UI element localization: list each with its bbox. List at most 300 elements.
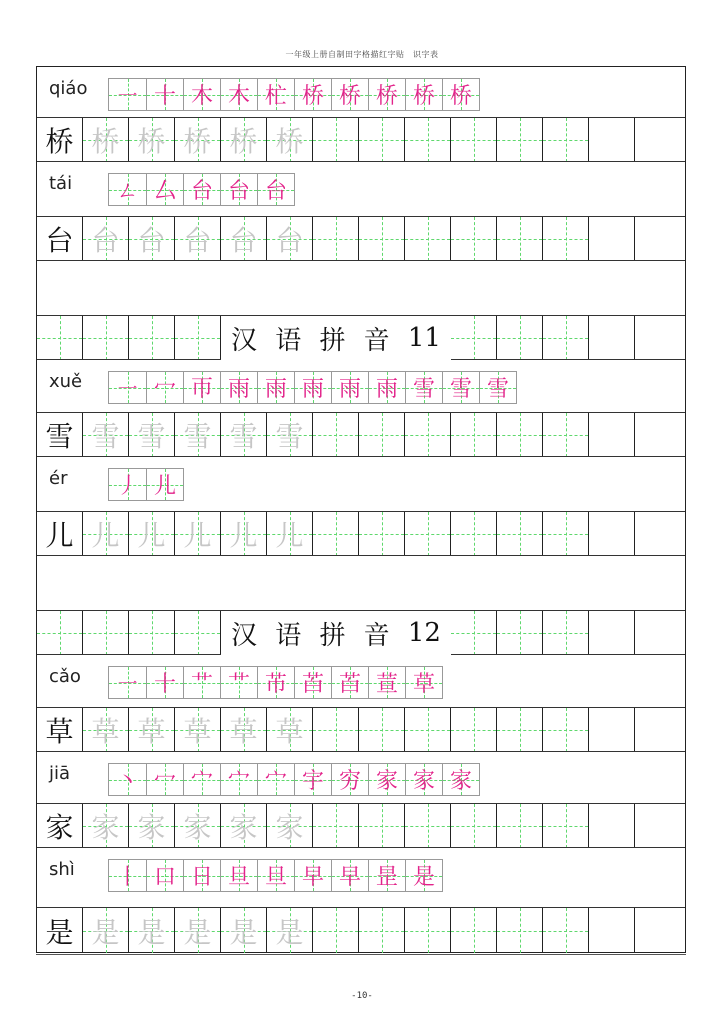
grid-cell bbox=[221, 708, 267, 752]
stroke-step: 艹 bbox=[227, 672, 250, 697]
grid-cell bbox=[543, 908, 589, 953]
grid-cell bbox=[589, 804, 635, 848]
grid-cell bbox=[175, 708, 221, 752]
grid-cell bbox=[359, 804, 405, 848]
row-pinyin bbox=[37, 751, 685, 803]
title-word: 拼 bbox=[319, 325, 346, 356]
grid-cell bbox=[635, 611, 685, 655]
grid-cell bbox=[129, 413, 175, 457]
stroke-cell bbox=[183, 372, 220, 403]
stroke-step: ㄥ bbox=[116, 179, 139, 204]
trace-character: 儿 bbox=[183, 519, 212, 552]
stroke-step: 十 bbox=[153, 672, 176, 697]
stroke-step: 木 bbox=[227, 84, 250, 109]
grid-cell bbox=[267, 804, 313, 848]
grid-cell bbox=[497, 512, 543, 556]
stroke-step: 苩 bbox=[301, 672, 324, 697]
grid-cell bbox=[83, 118, 129, 162]
stroke-step: 日 bbox=[190, 865, 213, 890]
grid-cell bbox=[37, 611, 83, 655]
row-grid bbox=[37, 412, 685, 456]
trace-character: 儿 bbox=[229, 519, 258, 552]
grid-cell bbox=[359, 908, 405, 953]
title-word: 12 bbox=[407, 618, 441, 648]
practice-grid bbox=[37, 708, 685, 752]
title-word: 音 bbox=[363, 620, 390, 651]
grid-cell bbox=[221, 118, 267, 162]
trace-character: 是 bbox=[137, 915, 166, 949]
grid-cell bbox=[405, 118, 451, 162]
grid-cell bbox=[451, 908, 497, 953]
trace-character: 家 bbox=[137, 811, 166, 844]
stroke-cell bbox=[220, 79, 257, 110]
grid-cell bbox=[543, 413, 589, 457]
trace-character: 家 bbox=[275, 811, 304, 844]
grid-cell bbox=[175, 316, 221, 360]
stroke-step: 是 bbox=[412, 865, 435, 890]
stroke-step: 宀 bbox=[190, 769, 213, 794]
practice-grid bbox=[37, 512, 685, 556]
row-pinyin bbox=[37, 847, 685, 907]
stroke-cell bbox=[146, 764, 183, 795]
trace-character: 草 bbox=[275, 715, 304, 748]
pinyin-label: cǎo bbox=[49, 666, 81, 687]
stroke-step: 早 bbox=[338, 865, 361, 890]
trace-character: 桥 bbox=[229, 125, 258, 158]
grid-cell bbox=[129, 908, 175, 953]
stroke-step: ㇐ bbox=[116, 84, 139, 109]
stroke-step: 穷 bbox=[338, 769, 361, 794]
stroke-step: 雨 bbox=[227, 377, 250, 402]
page-number: -10- bbox=[351, 991, 373, 1001]
stroke-cell bbox=[257, 174, 294, 205]
stroke-cell bbox=[405, 79, 442, 110]
stroke-cell bbox=[294, 764, 331, 795]
grid-cell bbox=[451, 512, 497, 556]
model-character: 是 bbox=[45, 915, 74, 949]
model-character: 儿 bbox=[45, 519, 74, 552]
title-word: 汉 bbox=[231, 620, 258, 651]
stroke-step: 艹 bbox=[190, 672, 213, 697]
stroke-step: 桥 bbox=[301, 84, 324, 109]
trace-character: 是 bbox=[229, 915, 258, 949]
stroke-cell bbox=[368, 667, 405, 698]
grid-cell bbox=[497, 217, 543, 261]
stroke-cell bbox=[220, 764, 257, 795]
stroke-cell bbox=[109, 860, 146, 891]
stroke-step: 草 bbox=[412, 672, 435, 697]
stroke-cell bbox=[331, 667, 368, 698]
practice-grid bbox=[37, 804, 685, 848]
grid-cell bbox=[635, 708, 685, 752]
grid-cell bbox=[129, 118, 175, 162]
trace-character: 雪 bbox=[229, 420, 258, 453]
pinyin-label: jiā bbox=[49, 763, 71, 784]
grid-cell bbox=[267, 908, 313, 953]
stroke-cell bbox=[220, 667, 257, 698]
stroke-step: 雨 bbox=[264, 377, 287, 402]
grid-cell bbox=[589, 708, 635, 752]
stroke-cell bbox=[442, 372, 479, 403]
stroke-cell bbox=[405, 764, 442, 795]
grid-cell bbox=[635, 316, 685, 360]
grid-cell bbox=[37, 316, 83, 360]
stroke-cell bbox=[146, 79, 183, 110]
grid-cell bbox=[313, 118, 359, 162]
stroke-step: 苩 bbox=[338, 672, 361, 697]
trace-character: 是 bbox=[91, 915, 120, 949]
grid-cell bbox=[543, 611, 589, 655]
grid-cell bbox=[83, 611, 129, 655]
stroke-step: ㇐ bbox=[116, 672, 139, 697]
trace-character: 儿 bbox=[91, 519, 120, 552]
grid-cell bbox=[451, 611, 497, 655]
stroke-step: 台 bbox=[190, 179, 213, 204]
grid-cell bbox=[37, 908, 83, 953]
stroke-order-box bbox=[108, 78, 480, 111]
stroke-step: 桥 bbox=[449, 84, 472, 109]
trace-character: 草 bbox=[183, 715, 212, 748]
grid-cell bbox=[497, 611, 543, 655]
grid-cell bbox=[129, 611, 175, 655]
row-title bbox=[37, 315, 685, 359]
stroke-cell bbox=[294, 667, 331, 698]
trace-character: 儿 bbox=[137, 519, 166, 552]
model-character: 家 bbox=[45, 811, 74, 844]
stroke-cell bbox=[183, 860, 220, 891]
grid-cell bbox=[313, 413, 359, 457]
pinyin-label: shì bbox=[49, 859, 75, 880]
blank-row bbox=[37, 260, 685, 315]
stroke-step: 十 bbox=[153, 84, 176, 109]
stroke-step: 家 bbox=[449, 769, 472, 794]
stroke-step: 木 bbox=[190, 84, 213, 109]
grid-cell bbox=[175, 118, 221, 162]
stroke-cell bbox=[109, 174, 146, 205]
trace-character: 家 bbox=[91, 811, 120, 844]
stroke-step: 宇 bbox=[301, 769, 324, 794]
lesson-title bbox=[221, 316, 451, 360]
grid-cell bbox=[37, 512, 83, 556]
model-character: 台 bbox=[45, 224, 74, 257]
grid-cell bbox=[451, 413, 497, 457]
grid-cell bbox=[635, 804, 685, 848]
grid-cell bbox=[589, 217, 635, 261]
stroke-cell bbox=[257, 79, 294, 110]
trace-character: 台 bbox=[137, 224, 166, 257]
stroke-order-box bbox=[108, 371, 517, 404]
stroke-cell bbox=[331, 79, 368, 110]
grid-cell bbox=[129, 217, 175, 261]
grid-cell bbox=[635, 413, 685, 457]
grid-cell bbox=[267, 118, 313, 162]
grid-cell bbox=[129, 512, 175, 556]
grid-cell bbox=[37, 708, 83, 752]
row-title bbox=[37, 610, 685, 654]
row-grid bbox=[37, 511, 685, 555]
stroke-step: 冖 bbox=[153, 769, 176, 794]
stroke-step: 雨 bbox=[375, 377, 398, 402]
stroke-step: 桥 bbox=[338, 84, 361, 109]
stroke-step: 宀 bbox=[264, 769, 287, 794]
stroke-cell bbox=[183, 79, 220, 110]
trace-character: 台 bbox=[91, 224, 120, 257]
grid-cell bbox=[221, 804, 267, 848]
stroke-order-box bbox=[108, 173, 295, 206]
grid-cell bbox=[175, 512, 221, 556]
grid-cell bbox=[83, 908, 129, 953]
title-word: 汉 bbox=[231, 325, 258, 356]
trace-character: 雪 bbox=[275, 420, 304, 453]
lesson-title bbox=[221, 611, 451, 655]
stroke-cell bbox=[146, 860, 183, 891]
trace-character: 家 bbox=[183, 811, 212, 844]
stroke-cell bbox=[183, 174, 220, 205]
practice-grid bbox=[37, 217, 685, 261]
trace-character: 桥 bbox=[183, 125, 212, 158]
stroke-step: 雪 bbox=[412, 377, 435, 402]
trace-character: 雪 bbox=[91, 420, 120, 453]
stroke-order-box bbox=[108, 468, 184, 501]
stroke-step: 丶 bbox=[116, 769, 139, 794]
stroke-step: 冖 bbox=[153, 377, 176, 402]
practice-grid bbox=[37, 413, 685, 457]
grid-cell bbox=[635, 512, 685, 556]
trace-character: 台 bbox=[275, 224, 304, 257]
trace-character: 是 bbox=[275, 915, 304, 949]
page-header: 一年级上册自制田字格描红字贴 识字表 bbox=[285, 50, 439, 59]
grid-cell bbox=[221, 413, 267, 457]
row-pinyin bbox=[37, 654, 685, 707]
grid-cell bbox=[451, 217, 497, 261]
grid-cell bbox=[221, 512, 267, 556]
grid-cell bbox=[543, 316, 589, 360]
trace-character: 家 bbox=[229, 811, 258, 844]
grid-cell bbox=[589, 316, 635, 360]
stroke-step: 帀 bbox=[190, 377, 213, 402]
trace-character: 草 bbox=[91, 715, 120, 748]
pinyin-label: tái bbox=[49, 173, 73, 194]
grid-cell bbox=[589, 611, 635, 655]
stroke-cell bbox=[368, 372, 405, 403]
grid-cell bbox=[589, 413, 635, 457]
grid-cell bbox=[451, 316, 497, 360]
row-pinyin bbox=[37, 359, 685, 412]
grid-cell bbox=[543, 512, 589, 556]
grid-cell bbox=[589, 908, 635, 953]
grid-cell bbox=[497, 316, 543, 360]
stroke-cell bbox=[405, 667, 442, 698]
stroke-step: 桥 bbox=[375, 84, 398, 109]
grid-cell bbox=[221, 217, 267, 261]
stroke-step: 台 bbox=[227, 179, 250, 204]
stroke-step: 丨 bbox=[116, 865, 139, 890]
grid-cell bbox=[83, 316, 129, 360]
stroke-step: 儿 bbox=[153, 474, 176, 499]
stroke-cell bbox=[109, 764, 146, 795]
blank-row bbox=[37, 555, 685, 610]
stroke-order-box bbox=[108, 666, 443, 699]
row-grid bbox=[37, 117, 685, 161]
title-word: 音 bbox=[363, 325, 390, 356]
grid-cell bbox=[129, 316, 175, 360]
grid-cell bbox=[267, 708, 313, 752]
stroke-step: 家 bbox=[412, 769, 435, 794]
grid-cell bbox=[313, 804, 359, 848]
row-pinyin bbox=[37, 67, 685, 117]
stroke-step: 旦 bbox=[264, 865, 287, 890]
grid-cell bbox=[543, 217, 589, 261]
grid-cell bbox=[313, 512, 359, 556]
grid-cell bbox=[175, 908, 221, 953]
grid-cell bbox=[451, 118, 497, 162]
grid-cell bbox=[313, 708, 359, 752]
grid-cell bbox=[497, 804, 543, 848]
stroke-step: 荁 bbox=[375, 672, 398, 697]
grid-cell bbox=[221, 908, 267, 953]
stroke-cell bbox=[294, 79, 331, 110]
stroke-cell bbox=[257, 764, 294, 795]
stroke-cell bbox=[405, 372, 442, 403]
grid-cell bbox=[359, 413, 405, 457]
stroke-cell bbox=[331, 764, 368, 795]
stroke-cell bbox=[405, 860, 442, 891]
grid-cell bbox=[359, 512, 405, 556]
grid-cell bbox=[405, 217, 451, 261]
stroke-cell bbox=[220, 174, 257, 205]
stroke-step: 雨 bbox=[338, 377, 361, 402]
grid-cell bbox=[451, 708, 497, 752]
row-grid bbox=[37, 707, 685, 751]
stroke-cell bbox=[257, 860, 294, 891]
stroke-cell bbox=[146, 469, 183, 500]
grid-cell bbox=[543, 804, 589, 848]
grid-cell bbox=[497, 413, 543, 457]
grid-cell bbox=[543, 708, 589, 752]
pinyin-label: qiáo bbox=[49, 78, 88, 99]
stroke-step: 早 bbox=[301, 865, 324, 890]
stroke-cell bbox=[331, 372, 368, 403]
grid-cell bbox=[83, 804, 129, 848]
grid-cell bbox=[313, 908, 359, 953]
grid-cell bbox=[405, 413, 451, 457]
row-grid bbox=[37, 907, 685, 952]
stroke-cell bbox=[109, 667, 146, 698]
stroke-step: 雨 bbox=[301, 377, 324, 402]
grid-cell bbox=[359, 118, 405, 162]
grid-cell bbox=[129, 708, 175, 752]
practice-grid bbox=[37, 908, 685, 953]
title-word: 11 bbox=[407, 323, 441, 353]
stroke-cell bbox=[146, 667, 183, 698]
stroke-cell bbox=[294, 860, 331, 891]
grid-cell bbox=[405, 512, 451, 556]
title-word: 语 bbox=[275, 620, 302, 651]
row-pinyin bbox=[37, 456, 685, 511]
trace-character: 桥 bbox=[137, 125, 166, 158]
stroke-step: 桥 bbox=[412, 84, 435, 109]
trace-character: 雪 bbox=[137, 420, 166, 453]
grid-cell bbox=[267, 512, 313, 556]
grid-cell bbox=[83, 708, 129, 752]
pinyin-label: xuě bbox=[49, 371, 83, 392]
grid-cell bbox=[175, 611, 221, 655]
stroke-cell bbox=[442, 764, 479, 795]
stroke-step: 杧 bbox=[264, 84, 287, 109]
grid-cell bbox=[497, 708, 543, 752]
grid-cell bbox=[405, 708, 451, 752]
stroke-cell bbox=[257, 372, 294, 403]
stroke-cell bbox=[220, 860, 257, 891]
stroke-cell bbox=[109, 372, 146, 403]
trace-character: 台 bbox=[229, 224, 258, 257]
stroke-step: 厶 bbox=[153, 179, 176, 204]
model-character: 雪 bbox=[45, 420, 74, 453]
practice-grid bbox=[37, 118, 685, 162]
grid-cell bbox=[589, 512, 635, 556]
trace-character: 桥 bbox=[91, 125, 120, 158]
grid-cell bbox=[37, 118, 83, 162]
stroke-step: 丿 bbox=[116, 474, 139, 499]
stroke-step: 雪 bbox=[449, 377, 472, 402]
grid-cell bbox=[313, 217, 359, 261]
stroke-cell bbox=[257, 667, 294, 698]
grid-cell bbox=[497, 908, 543, 953]
stroke-cell bbox=[220, 372, 257, 403]
stroke-cell bbox=[183, 667, 220, 698]
stroke-cell bbox=[183, 764, 220, 795]
trace-character: 草 bbox=[229, 715, 258, 748]
grid-cell bbox=[175, 413, 221, 457]
grid-cell bbox=[83, 217, 129, 261]
trace-character: 雪 bbox=[183, 420, 212, 453]
grid-cell bbox=[83, 413, 129, 457]
stroke-cell bbox=[109, 469, 146, 500]
trace-character: 台 bbox=[183, 224, 212, 257]
grid-cell bbox=[543, 118, 589, 162]
pinyin-label: ér bbox=[49, 468, 68, 489]
grid-cell bbox=[267, 217, 313, 261]
grid-cell bbox=[405, 804, 451, 848]
bottom-rule bbox=[36, 954, 686, 955]
grid-cell bbox=[37, 804, 83, 848]
grid-cell bbox=[267, 413, 313, 457]
stroke-cell bbox=[331, 860, 368, 891]
stroke-step: ㇐ bbox=[116, 377, 139, 402]
stroke-cell bbox=[146, 372, 183, 403]
stroke-step: 家 bbox=[375, 769, 398, 794]
stroke-cell bbox=[294, 372, 331, 403]
trace-character: 是 bbox=[183, 915, 212, 949]
row-grid bbox=[37, 803, 685, 847]
stroke-cell bbox=[479, 372, 516, 403]
title-word: 语 bbox=[275, 325, 302, 356]
model-character: 桥 bbox=[45, 125, 74, 158]
grid-cell bbox=[451, 804, 497, 848]
stroke-step: 台 bbox=[264, 179, 287, 204]
grid-cell bbox=[359, 217, 405, 261]
grid-cell bbox=[175, 217, 221, 261]
grid-cell bbox=[359, 708, 405, 752]
stroke-cell bbox=[442, 79, 479, 110]
stroke-cell bbox=[146, 174, 183, 205]
stroke-step: 旦 bbox=[227, 865, 250, 890]
model-character: 草 bbox=[45, 715, 74, 748]
stroke-order-box bbox=[108, 859, 443, 892]
grid-cell bbox=[635, 908, 685, 953]
stroke-cell bbox=[368, 79, 405, 110]
row-pinyin bbox=[37, 161, 685, 216]
